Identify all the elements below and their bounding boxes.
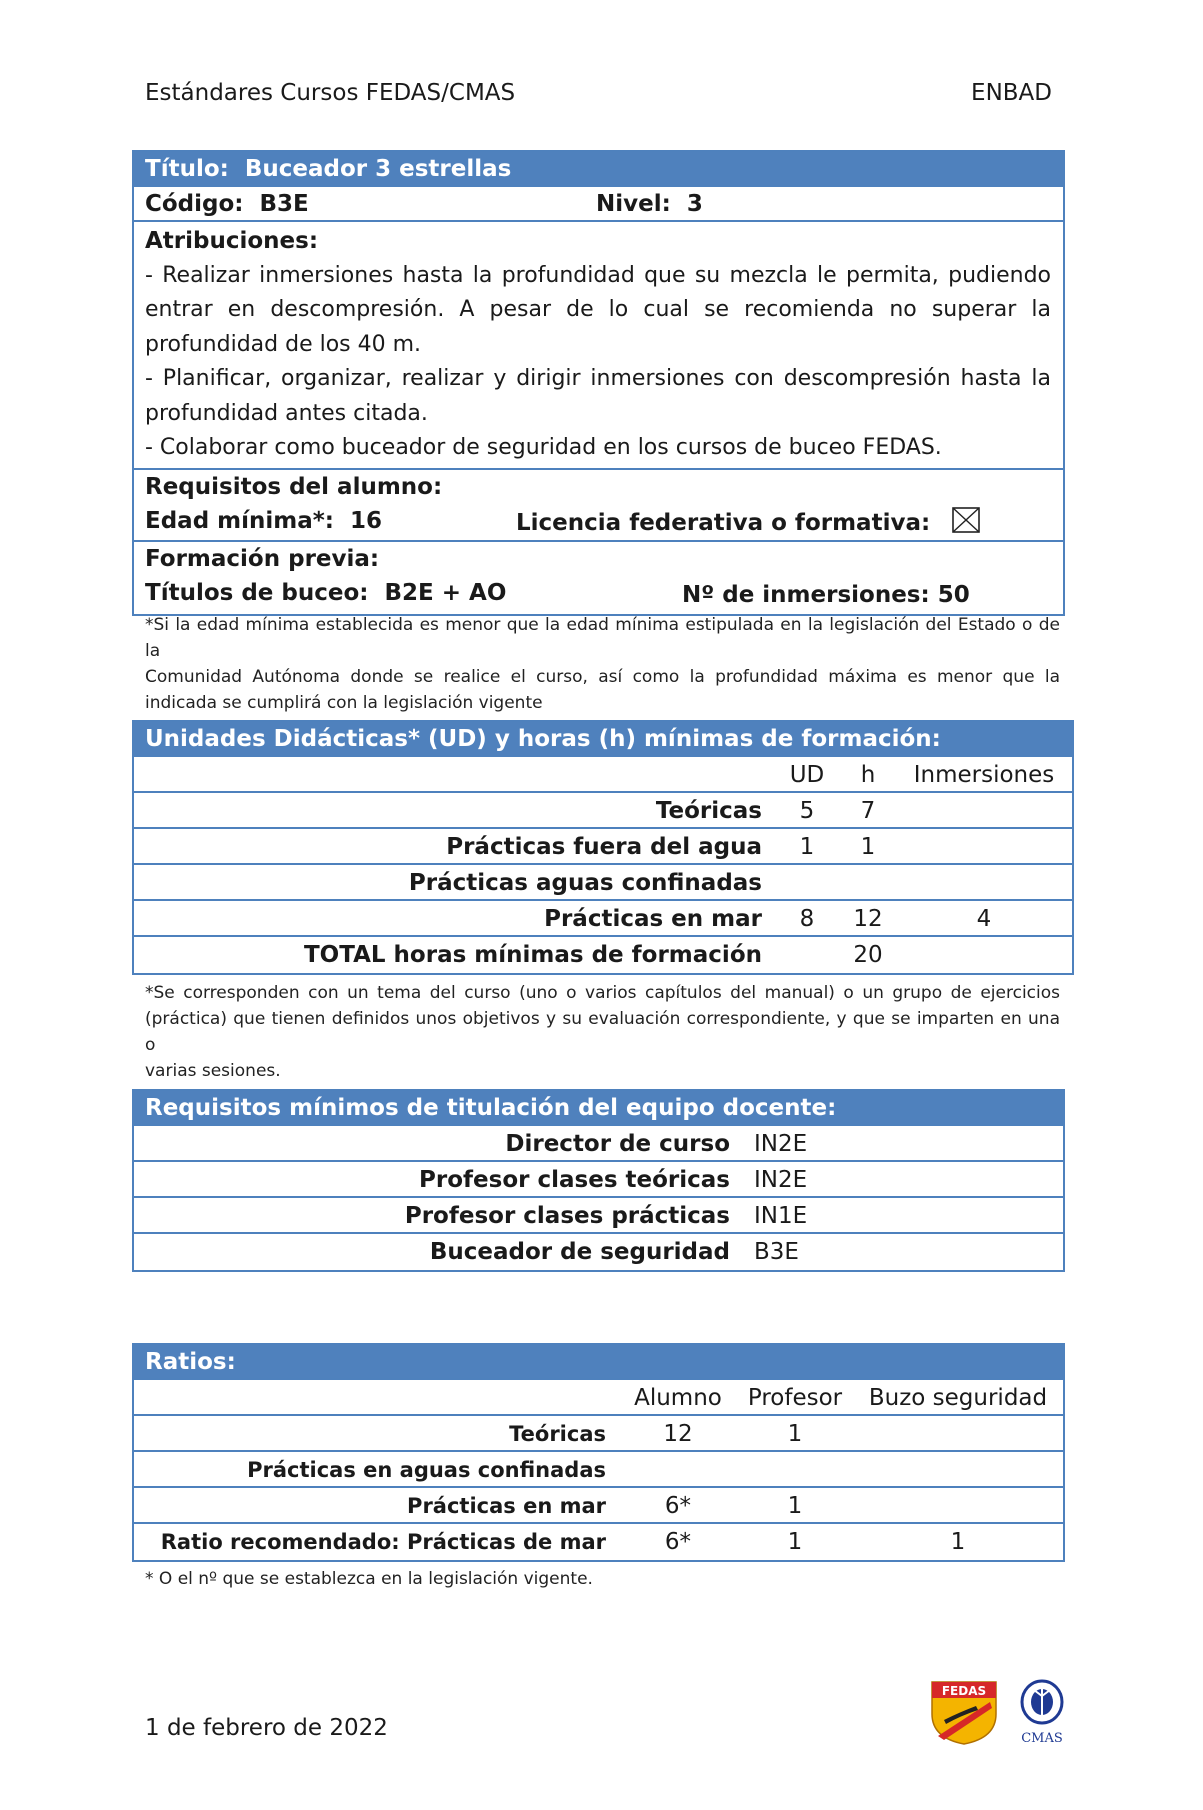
cell-ud: 1 (799, 834, 815, 860)
course-title-bar (134, 152, 1063, 187)
course-title-label: Título: (145, 156, 229, 182)
row-label: Prácticas en aguas confinadas (247, 1458, 606, 1482)
didactic-units-table (132, 720, 1074, 975)
didactic-units-header-row (134, 757, 1072, 793)
cmas-logo-text: CMAS (1021, 1731, 1063, 1746)
min-age-value: 16 (350, 507, 383, 534)
attributions-line: profundidad antes citada. (145, 400, 428, 426)
student-requirements-row (134, 470, 1063, 542)
fedas-logo-text: FEDAS (941, 1684, 987, 1698)
row-value: IN1E (754, 1203, 808, 1229)
row-label: Prácticas en mar (544, 906, 762, 932)
course-title-value: Buceador 3 estrellas (244, 156, 512, 182)
didactic-units-title: Unidades Didácticas* (UD) y horas (h) mínimas de formación: (134, 722, 1072, 757)
attributions-row (134, 222, 1063, 470)
units-footnote (145, 980, 1060, 1084)
table-row (134, 1524, 1063, 1560)
table-row (134, 1162, 1063, 1198)
license-label: Licencia federativa o formativa: (516, 509, 931, 536)
table-row (134, 865, 1072, 901)
student-requirements-label: Requisitos del alumno: (145, 473, 443, 500)
footer-date: 1 de febrero de 2022 (145, 1715, 388, 1741)
header-org: ENBAD (971, 80, 1052, 106)
cell-h: 7 (860, 798, 876, 824)
table-row (134, 1416, 1063, 1452)
course-level-value: 3 (686, 191, 703, 217)
ratios-title: Ratios: (134, 1345, 1063, 1380)
prior-training-row (134, 542, 1063, 614)
attributions-line: entrar en descompresión. A pesar de lo cual se recomienda no superar la (145, 297, 1051, 322)
footnote-line: *Se corresponden con un tema del curso (uno o varios capítulos del manual) o un grupo de ejercicios (145, 983, 1060, 1003)
table-row (134, 901, 1072, 937)
footnote-line: indicada se cumplirá con la legislación vigente (145, 693, 543, 713)
course-code-value: B3E (259, 191, 309, 217)
row-label: Profesor clases prácticas (404, 1203, 730, 1229)
dive-titles-value: B2E + AO (384, 579, 507, 606)
ratios-table (132, 1343, 1065, 1562)
col-student-header: Alumno (634, 1385, 722, 1411)
footnote-line: Comunidad Autónoma donde se realice el curso, así como la profundidad máxima es menor que la (145, 667, 1060, 687)
table-row (134, 1488, 1063, 1524)
course-code-label: Código: (145, 191, 244, 217)
cell-h: 1 (860, 834, 876, 860)
cell-student: 6* (664, 1529, 692, 1555)
course-level-label: Nivel: (596, 191, 671, 217)
table-row (134, 829, 1072, 865)
table-row (134, 1198, 1063, 1234)
row-label: Prácticas en mar (407, 1494, 606, 1518)
prior-training-label: Formación previa: (145, 545, 380, 572)
table-row-total (134, 937, 1072, 973)
license-checkbox-icon[interactable] (952, 507, 980, 533)
cell-student: 6* (664, 1493, 692, 1519)
course-level (596, 187, 703, 222)
attributions-line: - Realizar inmersiones hasta la profundidad que su mezcla le permita, pudiendo (145, 262, 1051, 288)
dives-count-value: 50 (937, 581, 970, 608)
table-row (134, 793, 1072, 829)
header-standards-title: Estándares Cursos FEDAS/CMAS (145, 80, 516, 106)
row-label: Director de curso (505, 1131, 730, 1157)
cell-safety-diver: 1 (950, 1529, 966, 1555)
cell-h: 20 (853, 942, 883, 968)
row-value: IN2E (754, 1131, 808, 1157)
col-h-header: h (860, 762, 876, 788)
row-label: Prácticas fuera del agua (446, 834, 762, 860)
min-age-label: Edad mínima*: (145, 507, 334, 534)
footnote-line: varias sesiones. (145, 1061, 281, 1081)
dive-titles-label: Títulos de buceo: (145, 579, 369, 606)
row-label: TOTAL horas mínimas de formación (303, 942, 762, 968)
license-field (516, 506, 980, 540)
cell-student: 12 (663, 1421, 693, 1447)
ratios-header-row (134, 1380, 1063, 1416)
table-row (134, 1126, 1063, 1162)
col-dives-header: Inmersiones (913, 762, 1055, 788)
cell-h: 12 (853, 906, 883, 932)
teaching-staff-title: Requisitos mínimos de titulación del equipo docente: (134, 1091, 1063, 1126)
table-row (134, 1234, 1063, 1270)
col-safety-diver-header: Buzo seguridad (868, 1385, 1048, 1411)
course-code-row (134, 187, 1063, 222)
age-footnote (145, 612, 1060, 716)
footnote-line: (práctica) que tienen definidos unos objetivos y su evaluación correspondiente, y que se imparten en una o (145, 1009, 1060, 1055)
row-label: Profesor clases teóricas (419, 1167, 730, 1193)
row-label: Ratio recomendado: Prácticas de mar (160, 1530, 606, 1554)
page-header (145, 80, 1058, 110)
ratios-footnote: * O el nº que se establezca en la legislación vigente. (145, 1569, 593, 1589)
cell-ud: 8 (799, 906, 815, 932)
row-label: Buceador de seguridad (429, 1239, 730, 1265)
attributions-line: profundidad de los 40 m. (145, 331, 422, 357)
cell-ud: 5 (799, 798, 815, 824)
fedas-cmas-logo-icon (930, 1676, 1070, 1746)
row-value: IN2E (754, 1167, 808, 1193)
row-value: B3E (754, 1239, 799, 1265)
cell-teacher: 1 (787, 1421, 803, 1447)
row-label: Teóricas (509, 1422, 606, 1446)
attributions-line: - Planificar, organizar, realizar y dirigir inmersiones con descompresión hasta la (145, 366, 1051, 391)
cell-dives: 4 (976, 906, 992, 932)
footnote-line: *Si la edad mínima establecida es menor que la edad mínima estipulada en la legislación del Estado o de la (145, 615, 1060, 661)
col-teacher-header: Profesor (747, 1385, 843, 1411)
attributions-label: Atribuciones: (145, 228, 319, 254)
col-ud-header: UD (789, 762, 825, 788)
cell-teacher: 1 (787, 1493, 803, 1519)
teaching-staff-table (132, 1089, 1065, 1272)
row-label: Teóricas (655, 798, 762, 824)
dives-count (682, 578, 970, 612)
table-row (134, 1452, 1063, 1488)
dives-count-label: Nº de inmersiones: (682, 581, 930, 608)
cell-teacher: 1 (787, 1529, 803, 1555)
row-label: Prácticas aguas confinadas (408, 870, 762, 896)
course-info-box (132, 150, 1065, 616)
attributions-line: - Colaborar como buceador de seguridad en los cursos de buceo FEDAS. (145, 435, 942, 460)
